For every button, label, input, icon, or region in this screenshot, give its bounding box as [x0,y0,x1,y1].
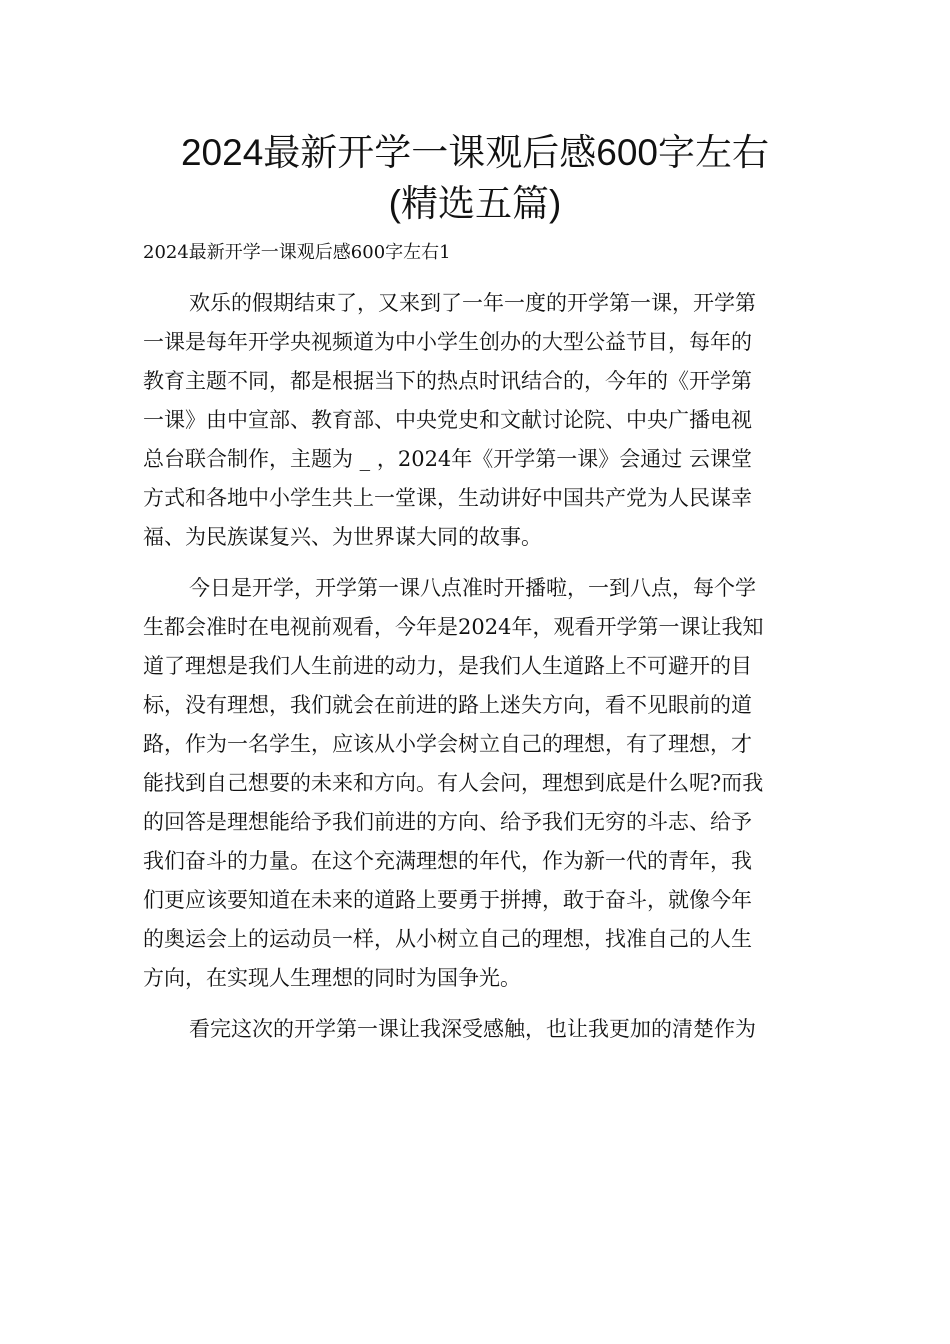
paragraph-line: 教育主题不同，都是根据当下的热点时讯结合的，今年的《开学第 [143,369,752,393]
paragraph-line: 能找到自己想要的未来和方向。有人会问，理想到底是什么呢?而我 [143,771,764,795]
paragraph-line: 欢乐的假期结束了，又来到了一年一度的开学第一课，开学第 [189,291,756,315]
paragraph-line: 的回答是理想能给予我们前进的方向、给予我们无穷的斗志、给予 [143,810,752,834]
paragraph-2 [143,569,807,998]
paragraph-line: 一课》由中宣部、教育部、中央党史和文献讨论院、中央广播电视 [143,408,752,432]
paragraph-line: 一课是每年开学央视频道为中小学生创办的大型公益节目，每年的 [143,330,752,354]
paragraph-line: 的奥运会上的运动员一样，从小树立自己的理想，找准自己的人生 [143,927,752,951]
paragraph-line: 看完这次的开学第一课让我深受感触，也让我更加的清楚作为 [189,1017,756,1041]
paragraph-line: 方向，在实现人生理想的同时为国争光。 [143,966,521,990]
paragraph-line: 路，作为一名学生，应该从小学会树立自己的理想，有了理想，才 [143,732,752,756]
paragraph-3 [143,1010,807,1049]
title-line-2: (精选五篇) [388,183,562,224]
section-heading: 2024最新开学一课观后感600字左右1 [143,242,451,263]
paragraph-line: 方式和各地中小学生共上一堂课，生动讲好中国共产党为人民谋幸 [143,486,752,510]
document-title [0,127,950,229]
paragraph-line: 标，没有理想，我们就会在前进的路上迷失方向，看不见眼前的道 [143,693,752,717]
paragraph-line: 我们奋斗的力量。在这个充满理想的年代，作为新一代的青年，我 [143,849,752,873]
paragraph-line: 总台联合制作，主题为 _ ，2024年《开学第一课》会通过 云课堂 [143,447,752,471]
paragraph-line: 们更应该要知道在未来的道路上要勇于拼搏，敢于奋斗，就像今年 [143,888,752,912]
article-body [143,284,807,1049]
paragraph-line: 今日是开学，开学第一课八点准时开播啦，一到八点，每个学 [189,576,756,600]
paragraph-line: 道了理想是我们人生前进的动力，是我们人生道路上不可避开的目 [143,654,752,678]
paragraph-line: 生都会准时在电视前观看，今年是2024年，观看开学第一课让我知 [143,615,764,639]
paragraph-line: 福、为民族谋复兴、为世界谋大同的故事。 [143,525,542,549]
paragraph-1 [143,284,807,557]
title-line-1: 2024最新开学一课观后感600字左右 [180,132,770,173]
